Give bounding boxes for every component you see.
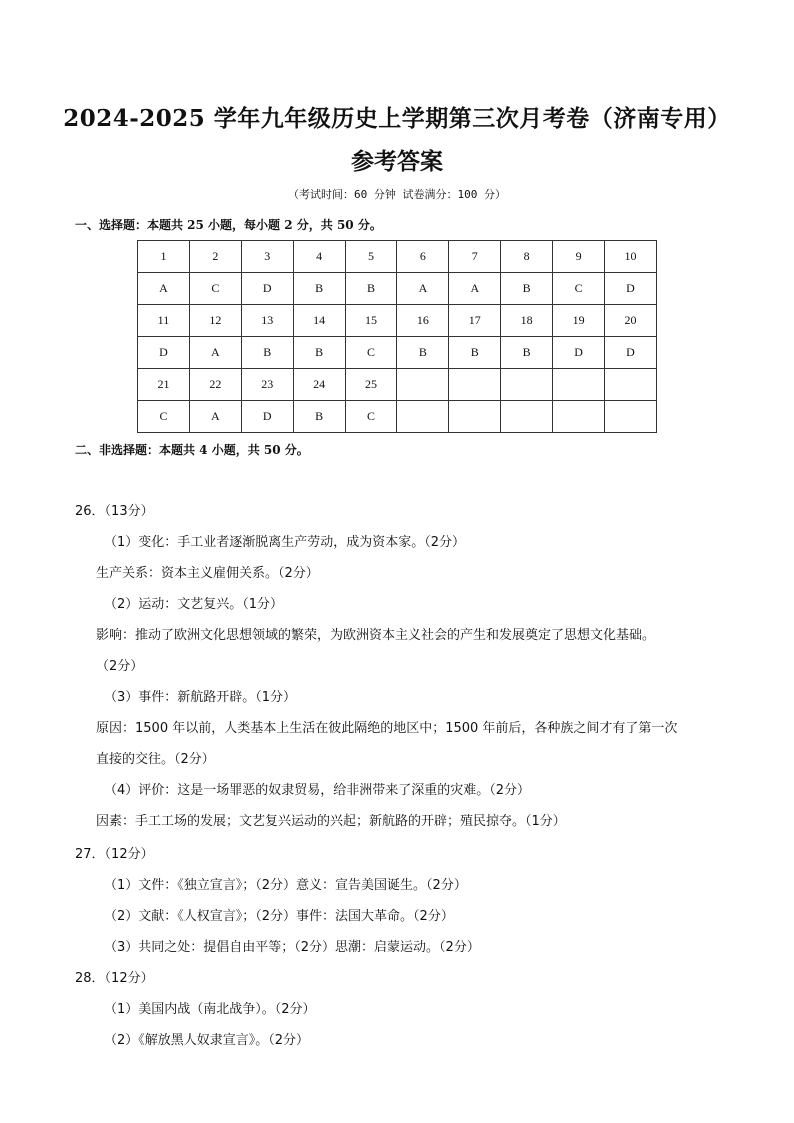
question-number-cell: 1 — [138, 241, 190, 273]
answer-cell: B — [241, 337, 293, 369]
question-number-cell: 14 — [293, 305, 345, 337]
q28-label: 28．（12分） — [75, 971, 154, 986]
answer-cell: B — [293, 401, 345, 433]
question-number-cell: 25 — [345, 369, 397, 401]
q26-line-2: 生产关系：资本主义雇佣关系。（2分） — [96, 566, 319, 581]
answer-cell: A — [138, 273, 190, 305]
section-1-heading: 一、选择题：本题共 25 小题，每小题 2 分，共 50 分。 — [75, 218, 382, 232]
answer-cell — [605, 401, 657, 433]
question-number-cell: 24 — [293, 369, 345, 401]
q26-line-7: 原因：1500 年以前，人类基本上生活在彼此隔绝的地区中；1500 年前后，各种族之间才有了第一次 — [96, 721, 678, 736]
question-number-cell: 19 — [553, 305, 605, 337]
q28-line-2: （2）《解放黑人奴隶宣言》。（2分） — [104, 1033, 310, 1048]
q26-line-3: （2）运动：文艺复兴。（1分） — [104, 597, 284, 612]
answer-cell — [553, 401, 605, 433]
question-number-cell: 8 — [501, 241, 553, 273]
answer-table-row — [138, 337, 657, 369]
question-number-cell: 17 — [449, 305, 501, 337]
answer-cell: C — [345, 401, 397, 433]
answer-table-row — [138, 241, 657, 273]
answer-cell: D — [138, 337, 190, 369]
answer-cell: B — [293, 273, 345, 305]
question-number-cell: 21 — [138, 369, 190, 401]
q27-line-2: （2）文献：《人权宣言》；（2分）事件：法国大革命。（2分） — [104, 909, 454, 924]
answer-table-row — [138, 369, 657, 401]
answer-cell: C — [553, 273, 605, 305]
question-number-cell: 15 — [345, 305, 397, 337]
answer-cell: A — [397, 273, 449, 305]
answer-cell: B — [293, 337, 345, 369]
q26-label: 26．（13分） — [75, 504, 154, 519]
answer-cell: D — [605, 337, 657, 369]
question-number-cell — [501, 369, 553, 401]
answer-cell: D — [241, 401, 293, 433]
q26-line-5: （2分） — [96, 659, 144, 674]
answer-cell: A — [189, 401, 241, 433]
q26-line-8: 直接的交往。（2分） — [96, 752, 215, 767]
question-number-cell — [553, 369, 605, 401]
exam-info: （考试时间：60 分钟 试卷满分：100 分） — [288, 188, 506, 201]
question-number-cell — [397, 369, 449, 401]
question-number-cell: 22 — [189, 369, 241, 401]
question-number-cell: 4 — [293, 241, 345, 273]
q27-label: 27．（12分） — [75, 847, 154, 862]
q27-line-1: （1）文件：《独立宣言》；（2分）意义：宣告美国诞生。（2分） — [104, 878, 467, 893]
question-number-cell: 16 — [397, 305, 449, 337]
answer-cell: D — [241, 273, 293, 305]
question-number-cell: 12 — [189, 305, 241, 337]
answer-table — [137, 240, 657, 433]
q26-line-10: 因素：手工工场的发展；文艺复兴运动的兴起；新航路的开辟；殖民掠夺。（1分） — [96, 814, 566, 829]
answer-cell: D — [605, 273, 657, 305]
q26-line-4: 影响：推动了欧洲文化思想领域的繁荣，为欧洲资本主义社会的产生和发展奠定了思想文化基础。 — [96, 628, 656, 643]
answer-cell: A — [449, 273, 501, 305]
question-number-cell: 18 — [501, 305, 553, 337]
answer-table-row — [138, 305, 657, 337]
answer-table-row — [138, 401, 657, 433]
answer-cell: D — [553, 337, 605, 369]
answer-cell: B — [501, 337, 553, 369]
answer-cell: A — [189, 337, 241, 369]
answer-cell: B — [449, 337, 501, 369]
answer-cell: B — [501, 273, 553, 305]
page-subtitle: 参考答案 — [351, 148, 443, 175]
question-number-cell: 13 — [241, 305, 293, 337]
question-number-cell: 10 — [605, 241, 657, 273]
question-number-cell: 20 — [605, 305, 657, 337]
answer-cell: C — [189, 273, 241, 305]
question-number-cell: 11 — [138, 305, 190, 337]
q26-line-1: （1）变化：手工业者逐渐脱离生产劳动，成为资本家。（2分） — [104, 535, 466, 550]
question-number-cell — [605, 369, 657, 401]
answer-table-row — [138, 273, 657, 305]
q26-line-9: （4）评价：这是一场罪恶的奴隶贸易，给非洲带来了深重的灾难。（2分） — [104, 783, 531, 798]
question-number-cell — [449, 369, 501, 401]
answer-cell: B — [397, 337, 449, 369]
section-2-heading: 二、非选择题：本题共 4 小题，共 50 分。 — [75, 443, 309, 457]
question-number-cell: 9 — [553, 241, 605, 273]
answer-cell: C — [138, 401, 190, 433]
answer-cell — [501, 401, 553, 433]
question-number-cell: 5 — [345, 241, 397, 273]
question-number-cell: 6 — [397, 241, 449, 273]
page-title: 2024-2025 学年九年级历史上学期第三次月考卷（济南专用） — [63, 105, 731, 132]
q26-line-6: （3）事件：新航路开辟。（1分） — [104, 690, 297, 705]
question-number-cell: 7 — [449, 241, 501, 273]
question-number-cell: 3 — [241, 241, 293, 273]
answer-cell — [449, 401, 501, 433]
q28-line-1: （1）美国内战（南北战争）。（2分） — [104, 1002, 316, 1017]
q27-line-3: （3）共同之处：提倡自由平等；（2分）思潮：启蒙运动。（2分） — [104, 940, 480, 955]
answer-cell: B — [345, 273, 397, 305]
answer-cell: C — [345, 337, 397, 369]
answer-cell — [397, 401, 449, 433]
question-number-cell: 2 — [189, 241, 241, 273]
question-number-cell: 23 — [241, 369, 293, 401]
